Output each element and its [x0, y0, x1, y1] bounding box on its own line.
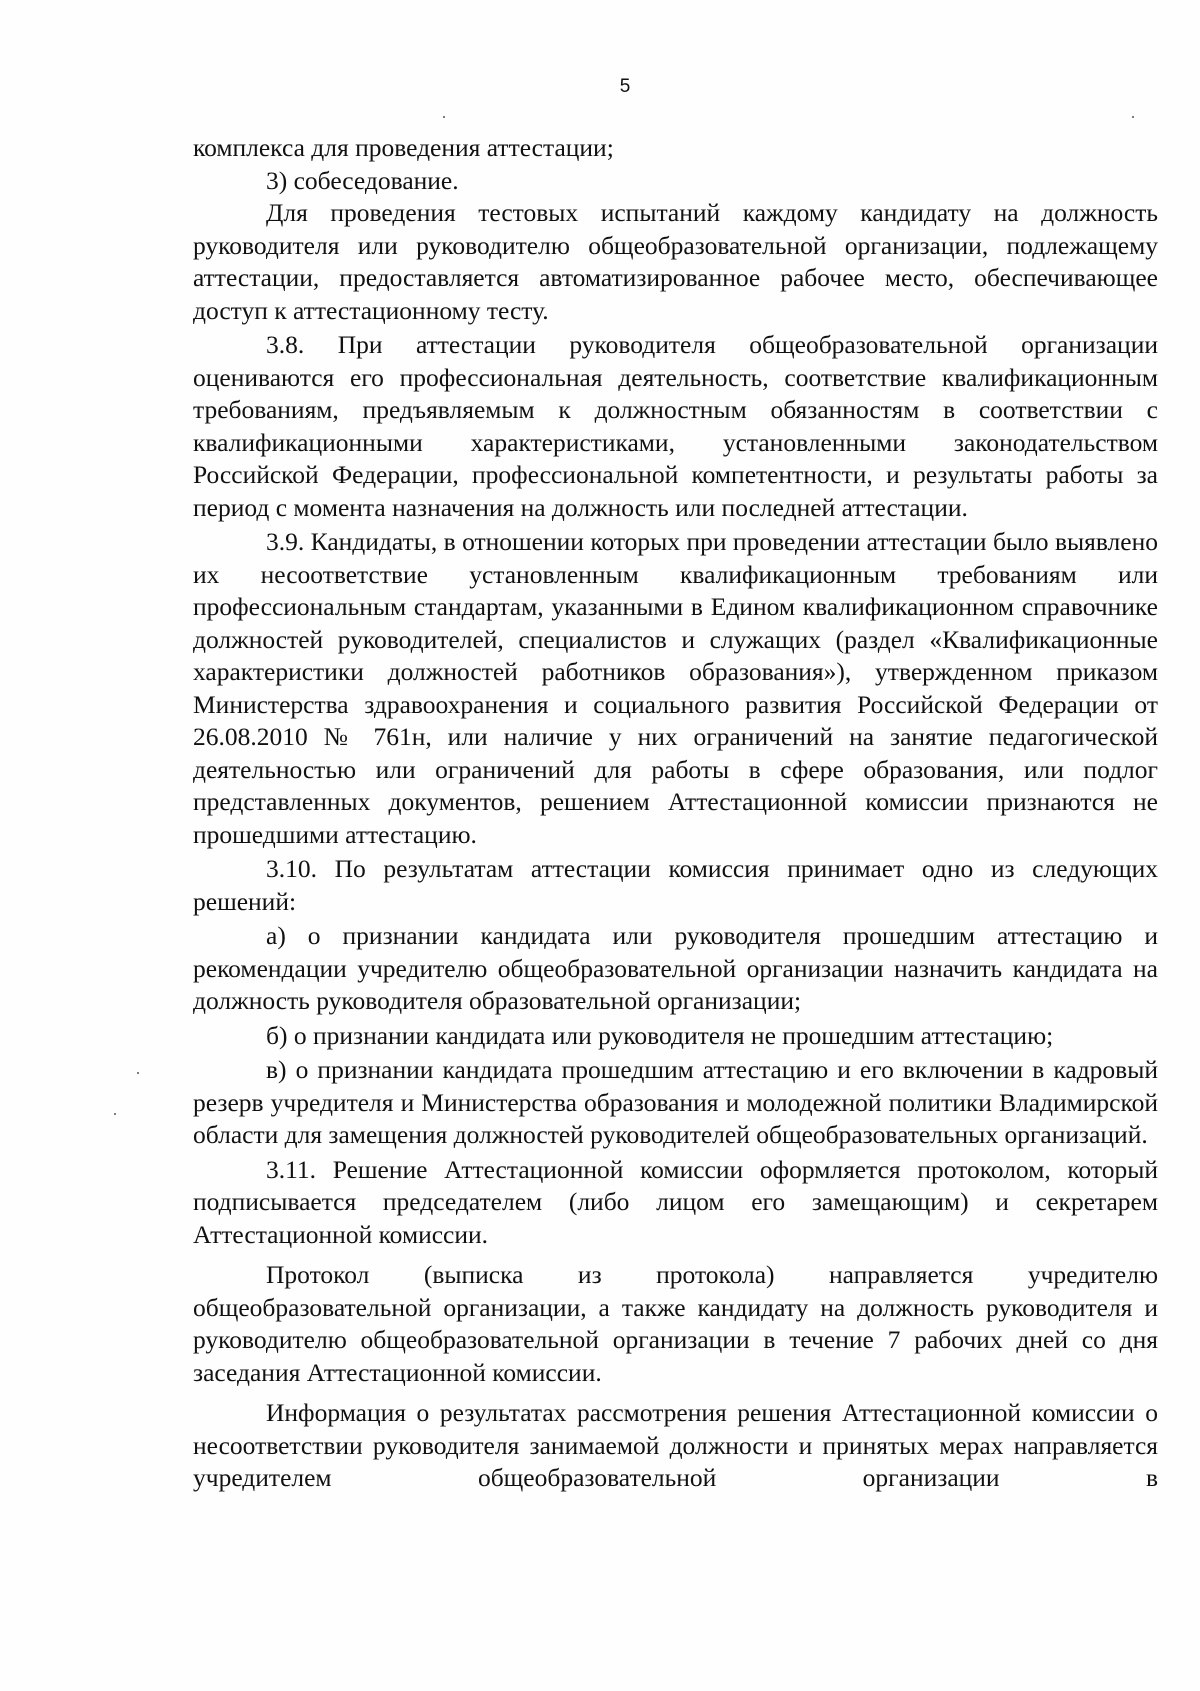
page-number: 5 [619, 76, 631, 97]
clause-3-8: 3.8. При аттестации руководителя общеобразовательной организации оцениваются его профессиональная деятельность, соответствие квалификационным требованиям, предъявляемым к должностным обязанностям в соответствии с квалификационными характеристиками, установленными законодательством Российской Федерации, профессиональной компетентности, и результаты работы за период с момента назначения на должность или последней аттестации. [193, 330, 1158, 522]
scan-speck [137, 1072, 139, 1074]
clause-3-9: 3.9. Кандидаты, в отношении которых при проведении аттестации было выявлено их несоответствие установленным квалификационным требованиям или профессиональным стандартам, указанными в Едином квалификационном справочнике должностей руководителей, специалистов и служащих (раздел «Квалификационные характеристики должностей работников образования»), утвержденном приказом Министерства здравоохранения и социального развития Российской Федерации от 26.08.2010 № 761н, или наличие у них ограничений на занятие педагогической деятельностью или ограничений для работы в сфере образования, или подлог представленных документов, решением Аттестационной комиссии признаются не прошедшими аттестацию. [193, 527, 1158, 849]
decision-item-c: в) о признании кандидата прошедшим аттестацию и его включении в кадровый резерв учредителя и Министерства образования и молодежной политики Владимирской области для замещения должностей руководителей общеобразовательных организаций. [193, 1055, 1158, 1149]
decision-item-b: б) о признании кандидата или руководителя не прошедшим аттестацию; [266, 1020, 1054, 1050]
scan-speck [1132, 116, 1134, 118]
decision-item-a: а) о признании кандидата или руководителя прошедшим аттестацию и рекомендации учредителю общеобразовательной организации назначить кандидата на должность руководителя образовательной организации; [193, 921, 1158, 1015]
list-item-interview: 3) собеседование. [266, 165, 459, 195]
paragraph-continuation: комплекса для проведения аттестации; [193, 133, 614, 162]
scan-speck [114, 1113, 116, 1115]
paragraph-testing-workplace: Для проведения тестовых испытаний каждому кандидату на должность руководителя или руководителю общеобразовательной организации, подлежащему аттестации, предоставляется автоматизированное рабочее место, обеспечивающее доступ к аттестационному тесту. [193, 198, 1158, 325]
document-body [193, 132, 1158, 1495]
clause-3-11: 3.11. Решение Аттестационной комиссии оформляется протоколом, который подписывается председателем (либо лицом его замещающим) и секретарем Аттестационной комиссии. [193, 1154, 1158, 1249]
clause-3-10: 3.10. По результатам аттестации комиссия принимает одно из следующих решений: [193, 854, 1158, 916]
paragraph-protocol: Протокол (выписка из протокола) направляется учредителю общеобразовательной организации, а также кандидату на должность руководителя и руководителю общеобразовательной организации в течение 7 рабочих дней со дня заседания Аттестационной комиссии. [193, 1260, 1158, 1387]
scan-speck [443, 116, 445, 118]
paragraph-information: Информация о результатах рассмотрения решения Аттестационной комиссии о несоответствии руководителя занимаемой должности и принятых мерах направляется учредителем общеобразовательной организации в [193, 1398, 1158, 1492]
